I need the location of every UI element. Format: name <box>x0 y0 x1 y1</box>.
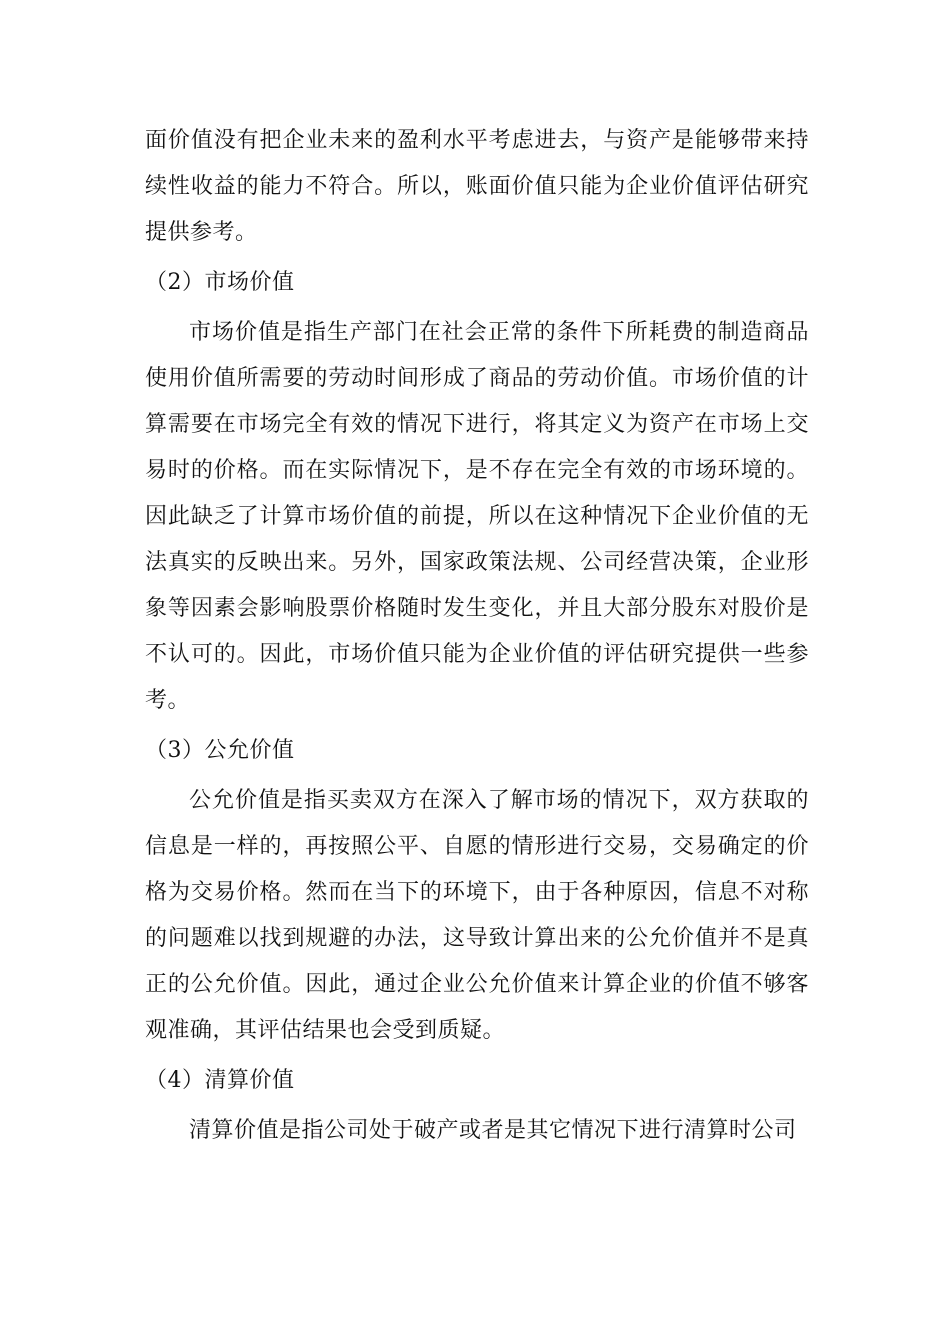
paragraph-liquidation-value: 清算价值是指公司处于破产或者是其它情况下进行清算时公司 <box>189 1118 797 1143</box>
section-heading-fair-value: （3）公允价值 <box>145 738 295 763</box>
paragraph-market-value: 市场价值是指生产部门在社会正常的条件下所耗费的制造商品使用价值所需要的劳动时间形成了商品的劳动价值。市场价值的计算需要在市场完全有效的情况下进行，将其定义为资产在市场上交易时的价格。而在实际情况下，是不存在完全有效的市场环境的。因此缺乏了计算市场价值的前提，所以在这种情况下企业价值的无法真实的反映出来。另外，国家政策法规、公司经营决策，企业形象等因素会影响股票价格随时发生变化，并且大部分股东对股价是不认可的。因此，市场价值只能为企业价值的评估研究提供一些参考。 <box>145 320 809 713</box>
paragraph-fair-value: 公允价值是指买卖双方在深入了解市场的情况下，双方获取的信息是一样的，再按照公平、自愿的情形进行交易，交易确定的价格为交易价格。然而在当下的环境下，由于各种原因，信息不对称的问题难以找到规避的办法，这导致计算出来的公允价值并不是真正的公允价值。因此，通过企业公允价值来计算企业的价值不够客观准确，其评估结果也会受到质疑。 <box>145 788 809 1043</box>
section-heading-market-value: （2）市场价值 <box>145 270 295 295</box>
document-body <box>145 118 809 1158</box>
paragraph-book-value-continued: 面价值没有把企业未来的盈利水平考虑进去，与资产是能够带来持续性收益的能力不符合。所以，账面价值只能为企业价值评估研究提供参考。 <box>145 128 809 245</box>
section-heading-liquidation-value: （4）清算价值 <box>145 1068 295 1093</box>
